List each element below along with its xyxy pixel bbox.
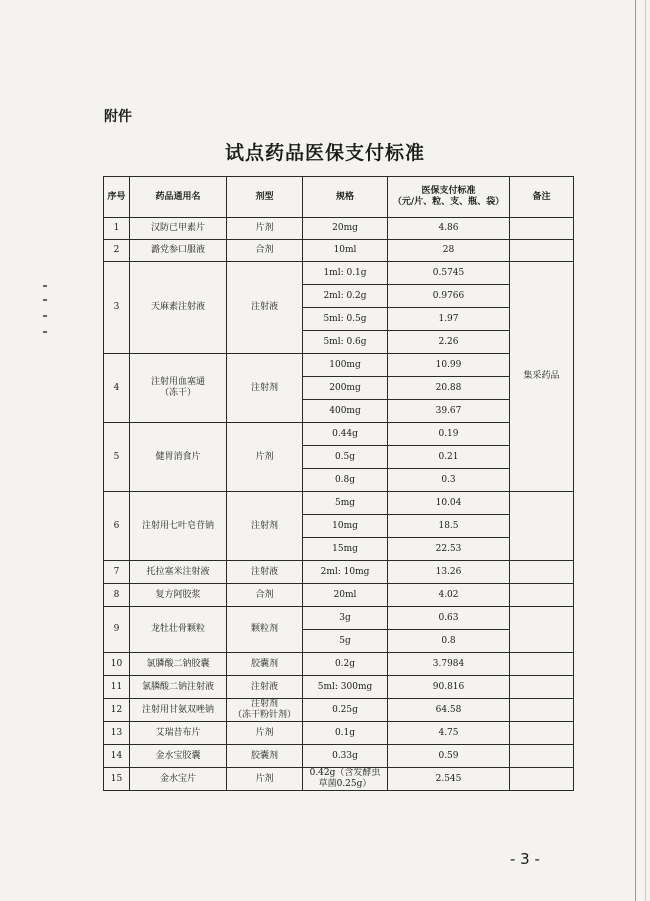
dosage-form: 片剂 [227,218,303,240]
row-index: 1 [104,218,130,240]
spec-cell: 5g [303,630,388,653]
price-cell: 2.26 [388,331,510,354]
spec-cell: 3g [303,607,388,630]
note-cell [510,240,574,262]
drug-name: 健胃消食片 [130,423,227,492]
price-cell: 3.7984 [388,653,510,676]
drug-name: 托拉塞米注射液 [130,561,227,584]
drug-name: 龙牡壮骨颗粒 [130,607,227,653]
dosage-form: 合剂 [227,584,303,607]
price-cell: 28 [388,240,510,262]
row-index: 8 [104,584,130,607]
spec-cell: 0.8g [303,469,388,492]
note-cell: 集采药品 [510,262,574,492]
dosage-form: 颗粒剂 [227,607,303,653]
price-cell: 4.02 [388,584,510,607]
note-cell [510,561,574,584]
drug-name: 汉防已甲素片 [130,218,227,240]
table-row [104,607,574,630]
table-row [104,423,574,446]
note-cell [510,768,574,791]
price-cell: 10.04 [388,492,510,515]
spec-cell: 0.33g [303,745,388,768]
spec-cell: 2ml: 10mg [303,561,388,584]
table-row [104,218,574,240]
drug-name: 氯膦酸二钠注射液 [130,676,227,699]
row-index: 15 [104,768,130,791]
table-row [104,354,574,377]
drug-name: 注射用七叶皂苷钠 [130,492,227,561]
spec-cell: 5ml: 300mg [303,676,388,699]
note-cell [510,699,574,722]
spec-cell: 200mg [303,377,388,400]
header-index: 序号 [104,177,130,218]
row-index: 14 [104,745,130,768]
price-cell: 0.63 [388,607,510,630]
note-cell [510,745,574,768]
spec-cell: 0.44g [303,423,388,446]
dosage-form: 注射剂 （冻干粉针剂） [227,699,303,722]
row-index: 10 [104,653,130,676]
spec-cell: 100mg [303,354,388,377]
spec-cell: 2ml: 0.2g [303,285,388,308]
spec-cell: 0.1g [303,722,388,745]
note-cell [510,653,574,676]
header-note: 备注 [510,177,574,218]
table-row [104,262,574,285]
drug-name: 艾瑞昔布片 [130,722,227,745]
page-title: 试点药品医保支付标准 [224,142,425,164]
price-cell: 10.99 [388,354,510,377]
price-cell: 1.97 [388,308,510,331]
dosage-form: 胶囊剂 [227,745,303,768]
dosage-form: 注射液 [227,262,303,354]
price-cell: 39.67 [388,400,510,423]
drug-name: 天麻素注射液 [130,262,227,354]
row-index: 9 [104,607,130,653]
row-index: 2 [104,240,130,262]
price-cell: 0.5745 [388,262,510,285]
drug-name: 复方阿胶浆 [130,584,227,607]
table-row [104,492,574,515]
spec-cell: 5mg [303,492,388,515]
table-row [104,653,574,676]
spec-cell: 1ml: 0.1g [303,262,388,285]
note-cell [510,218,574,240]
table-row [104,676,574,699]
row-index: 4 [104,354,130,423]
table-header-row [104,177,574,218]
table-row [104,240,574,262]
price-cell: 0.19 [388,423,510,446]
spec-cell: 5ml: 0.6g [303,331,388,354]
price-cell: 0.21 [388,446,510,469]
spec-cell: 0.42g（含发酵虫 草菌0.25g） [303,768,388,791]
row-index: 13 [104,722,130,745]
spec-cell: 20ml [303,584,388,607]
table-row [104,768,574,791]
header-dosage-form: 剂型 [227,177,303,218]
row-index: 11 [104,676,130,699]
table-row [104,584,574,607]
price-cell: 13.26 [388,561,510,584]
table-row [104,722,574,745]
spec-cell: 0.5g [303,446,388,469]
price-cell: 2.545 [388,768,510,791]
table-body [104,218,574,791]
page-edge-line [635,0,636,901]
dosage-form: 合剂 [227,240,303,262]
header-spec: 规格 [303,177,388,218]
drug-name: 注射用血塞通 （冻干） [130,354,227,423]
price-cell: 90.816 [388,676,510,699]
row-index: 6 [104,492,130,561]
header-name: 药品通用名 [130,177,227,218]
drug-name: 潞党参口服液 [130,240,227,262]
price-cell: 64.58 [388,699,510,722]
spec-cell: 5ml: 0.5g [303,308,388,331]
page-number: - 3 - [510,850,540,868]
drug-name: 金水宝胶囊 [130,745,227,768]
price-cell: 18.5 [388,515,510,538]
spec-cell: 400mg [303,400,388,423]
price-cell: 0.8 [388,630,510,653]
price-cell: 4.86 [388,218,510,240]
price-cell: 0.3 [388,469,510,492]
row-index: 5 [104,423,130,492]
price-cell: 0.9766 [388,285,510,308]
price-cell: 22.53 [388,538,510,561]
spec-cell: 0.25g [303,699,388,722]
drug-name: 金水宝片 [130,768,227,791]
note-cell [510,492,574,561]
note-cell [510,676,574,699]
price-cell: 20.88 [388,377,510,400]
row-index: 7 [104,561,130,584]
drug-name: 注射用甘氨双唑钠 [130,699,227,722]
dosage-form: 注射液 [227,676,303,699]
binding-marks [40,285,50,345]
drug-name: 氯膦酸二钠胶囊 [130,653,227,676]
spec-cell: 20mg [303,218,388,240]
spec-cell: 0.2g [303,653,388,676]
header-price: 医保支付标准 （元/片、粒、支、瓶、袋） [388,177,510,218]
note-cell [510,722,574,745]
attachment-label: 附件 [104,109,132,125]
dosage-form: 片剂 [227,423,303,492]
row-index: 3 [104,262,130,354]
note-cell [510,607,574,653]
price-cell: 0.59 [388,745,510,768]
dosage-form: 片剂 [227,768,303,791]
spec-cell: 10mg [303,515,388,538]
reimbursement-table [103,176,574,791]
row-index: 12 [104,699,130,722]
dosage-form: 片剂 [227,722,303,745]
table-row [104,561,574,584]
price-cell: 4.75 [388,722,510,745]
table-row [104,745,574,768]
page-edge-line-outer [645,0,646,901]
dosage-form: 注射剂 [227,492,303,561]
spec-cell: 15mg [303,538,388,561]
note-cell [510,584,574,607]
dosage-form: 注射液 [227,561,303,584]
spec-cell: 10ml [303,240,388,262]
table-row [104,699,574,722]
dosage-form: 注射剂 [227,354,303,423]
dosage-form: 胶囊剂 [227,653,303,676]
